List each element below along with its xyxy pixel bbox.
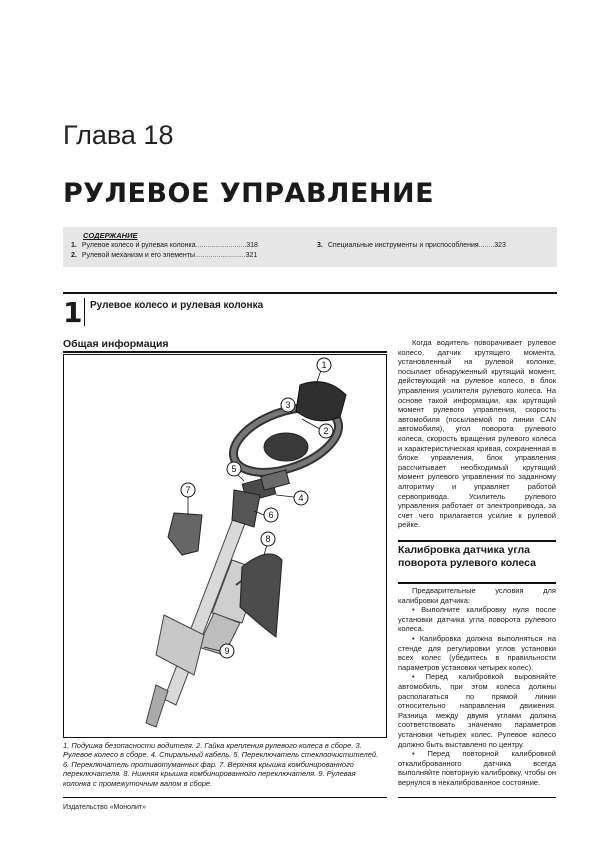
chapter-label: Глава 18: [63, 120, 174, 150]
callout-number: 7: [185, 485, 191, 495]
toc-item-number: 1.: [71, 242, 77, 249]
callout-4: [294, 491, 308, 505]
figure-caption: 1. Подушка безопасности водителя. 2. Гайка крепления рулевого колеса в сборе. 3. Рулевое колесо в сборе. 4. Спиральный кабель. 5. Переключатель стеклоочистителей. 6. Переключатель противотуманных фар. 7. Верхняя крышка комбинированного переключателя. 8. Нижняя крышка комбинированного переключателя. 9. Рулевая колонка с промежуточным валом в сборе.: [63, 741, 379, 788]
callout-number: 5: [231, 464, 237, 474]
toc-item-page: 318: [246, 242, 258, 249]
callout-number: 9: [224, 646, 230, 656]
calibration-paragraph: • Выполните калибровку нуля после установки датчика угла поворота рулевого колеса.: [398, 605, 556, 634]
calibration-paragraph: • Перед калибровкой выровняйте автомобиль, при этом колеса должны располагаться по прямой линии относительно направления движения. Разница между двумя углами должна соответствовать значению параметров установки четырех колес. Рулевое колесо должно быть выставлено по центру.: [398, 672, 556, 749]
subsection-title: Общая информация: [63, 338, 169, 350]
lower-cover-drawing: [240, 554, 282, 637]
heading-divider-bottom: [398, 582, 556, 584]
contents-box: [63, 227, 557, 267]
toc-item-page: 323: [494, 242, 506, 249]
toc-item-text: Специальные инструменты и приспособления: [327, 242, 479, 249]
callout-3: [281, 398, 295, 412]
toc-item-page: 321: [245, 252, 258, 259]
callout-2: [319, 424, 333, 438]
toc-item-1[interactable]: [71, 242, 303, 249]
heading-divider-top: [398, 540, 556, 542]
bottom-rule-left: [63, 797, 387, 798]
calibration-paragraph: Предварительные условия для калибровки датчика:: [398, 586, 556, 605]
section-number-divider: [84, 298, 85, 326]
section-title: Рулевое колесо и рулевая колонка: [90, 300, 264, 311]
callout-number: 2: [323, 426, 329, 436]
callout-5: [227, 462, 241, 476]
steering-assembly-figure: [63, 354, 387, 738]
calibration-paragraph: • Перед повторной калибровкой откалиброванного датчика всегда выполняйте повторную калибровку, чтобы он вернулся в некалиброванное состояние.: [398, 749, 557, 787]
section-number: 1: [63, 296, 83, 329]
callout-number: 6: [268, 510, 274, 520]
toc-item-dots: ..........................: [195, 252, 246, 259]
calibration-text-column: [398, 586, 556, 787]
callout-8: [261, 532, 275, 546]
upper-cover-drawing: [168, 513, 202, 555]
toc-item-3[interactable]: [317, 242, 553, 249]
contents-label: СОДЕРЖАНИЕ: [83, 231, 138, 240]
steering-exploded-diagram: [64, 355, 386, 737]
toc-item-number: 3.: [317, 242, 323, 249]
airbag-drawing: [296, 382, 346, 421]
callout-1: [317, 358, 331, 372]
toc-item-text: Рулевой механизм и его элементы: [81, 252, 196, 259]
section-divider: [63, 292, 557, 294]
intro-text-column: [398, 338, 556, 530]
callout-number: 1: [321, 360, 327, 370]
calibration-paragraph: • Калибровка должна выполняться на стенде для регулировки углов установки всех колес (убедитесь в правильности параметров установки четырех колес).: [398, 633, 556, 672]
intro-paragraph: Когда водитель поворачивает рулевое колесо, датчик крутящего момента, установленный на рулевой колонке, посылает обнаруженный крутящий момент, действующий на рулевое колесо, в блок управления усилителя рулевого колеса. На основе такой информации, как крутящий момент рулевого управления, скорость автомобиля (посылаемой по линии CAN автомобиля), угол поворота рулевого колеса, скорость вращения рулевого колеса и характеристическая кривая, сохраненная в блоке управления, блок управления рассчитывает необходимый крутящий момент рулевого управления по заданному алгоритму и управляет работой сервопривода. Усилитель рулевого управления работает от электропривода, за счет чего прилагается усилие к рулевой рейке.: [398, 338, 556, 530]
calibration-heading: Калибровка датчика угла поворота рулевого колеса: [398, 544, 536, 569]
callout-7: [181, 483, 195, 497]
publisher-footer: Издательство «Монолит»: [63, 804, 147, 811]
callout-6: [264, 508, 278, 522]
toc-item-dots: ..........................: [195, 242, 247, 249]
callout-9: [220, 644, 234, 658]
switches-drawing: [232, 470, 289, 527]
toc-item-text: Рулевое колесо и рулевая колонка: [81, 242, 196, 249]
toc-item-2[interactable]: [71, 252, 303, 259]
callout-number: 3: [285, 400, 291, 410]
callout-number: 8: [265, 534, 271, 544]
page-title: РУЛЕВОЕ УПРАВЛЕНИЕ: [63, 178, 435, 209]
toc-item-number: 2.: [71, 252, 77, 259]
subsection-divider: [63, 351, 387, 353]
callout-number: 4: [298, 493, 304, 503]
toc-item-dots: ........: [478, 242, 495, 249]
bottom-rule-right: [398, 797, 556, 798]
